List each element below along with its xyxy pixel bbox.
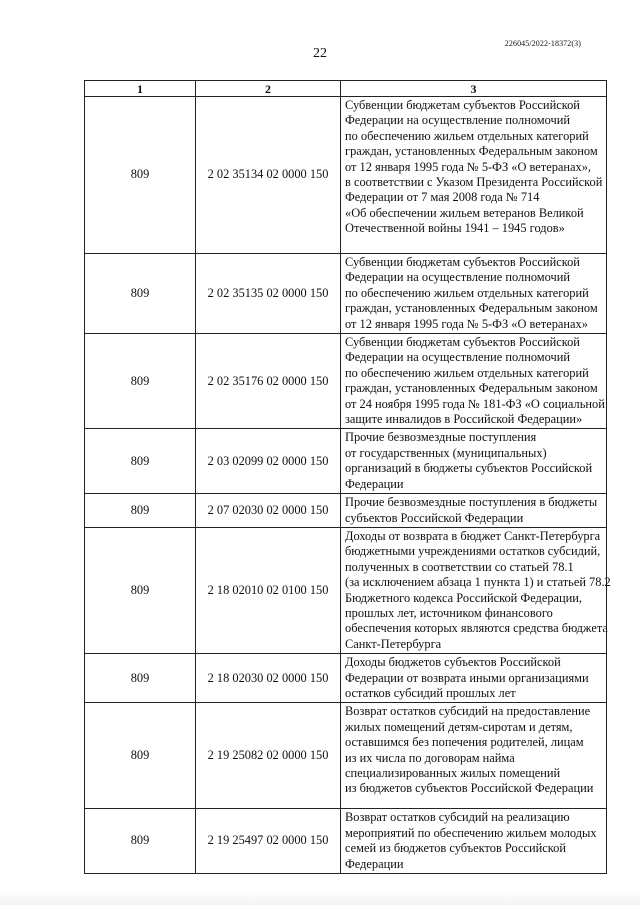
revenue-code-cell: 2 02 35134 02 0000 150	[196, 97, 341, 254]
column-header-2: 2	[196, 81, 341, 97]
table-row	[85, 97, 607, 254]
description-line: Федерации на осуществление полномочий	[345, 350, 571, 365]
table-row	[85, 527, 607, 653]
description-line: обеспечения которых являются средства бюджета	[345, 621, 608, 636]
description-line: Возврат остатков субсидий на предоставление	[345, 704, 591, 719]
document-registration-number: 226045/2022-18372(3)	[504, 39, 581, 48]
admin-code-cell: 809	[85, 494, 196, 528]
page-number: 22	[313, 46, 327, 61]
description-line: Прочие безвозмездные поступления в бюджеты	[345, 495, 598, 510]
description-line: Доходы от возврата в бюджет Санкт-Петербурга	[345, 528, 601, 543]
table-row	[85, 494, 607, 528]
description-line: от государственных (муниципальных)	[345, 445, 547, 460]
admin-code-cell: 809	[85, 809, 196, 874]
description-line: в соответствии с Указом Президента Российской	[345, 175, 603, 190]
revenue-description-cell	[341, 527, 611, 653]
admin-code-cell: 809	[85, 429, 196, 494]
column-header-3: 3	[341, 81, 607, 97]
table-row	[85, 429, 607, 494]
description-line: бюджетными учреждениями остатков субсидий,	[345, 544, 601, 559]
description-line: оставшимся без попечения родителей, лицам	[345, 735, 584, 750]
table-header-row	[85, 81, 607, 97]
description-line: Федерации от 7 мая 2008 года № 714	[345, 190, 540, 205]
description-line: из бюджетов субъектов Российской Федерации	[345, 781, 594, 796]
description-line: прошлых лет, источником финансового	[345, 605, 553, 620]
description-line: Отечественной войны 1941 – 1945 годов»	[345, 221, 565, 236]
description-line: Субвенции бюджетам субъектов Российской	[345, 255, 580, 269]
scan-bottom-edge	[0, 891, 640, 905]
description-line: Федерации на осуществление полномочий	[345, 113, 571, 128]
revenue-description-cell	[341, 494, 607, 528]
description-line: мероприятий по обеспечению жильем молодых	[345, 825, 597, 840]
revenue-description-cell	[341, 809, 607, 874]
revenue-description-cell	[341, 254, 607, 334]
description-line: по обеспечению жильем отдельных категорий	[345, 128, 589, 143]
description-line: от 12 января 1995 года № 5-ФЗ «О ветеранах»	[345, 316, 588, 331]
admin-code-cell: 809	[85, 334, 196, 429]
revenue-code-cell: 2 19 25082 02 0000 150	[196, 703, 341, 809]
revenue-code-cell: 2 18 02030 02 0000 150	[196, 654, 341, 703]
table-row	[85, 809, 607, 874]
description-line: Бюджетного кодекса Российской Федерации,	[345, 590, 583, 605]
revenue-description-cell	[341, 334, 607, 429]
description-line: Федерации от возврата иными организациями	[345, 670, 589, 685]
revenue-description-cell	[341, 97, 607, 254]
description-line: Субвенции бюджетам субъектов Российской	[345, 335, 580, 350]
description-line: Доходы бюджетов субъектов Российской	[345, 655, 561, 670]
description-line: защите инвалидов в Российской Федерации»	[345, 412, 583, 427]
revenue-code-cell: 2 03 02099 02 0000 150	[196, 429, 341, 494]
revenue-description-cell	[341, 654, 607, 703]
description-line: организаций в бюджеты субъектов Российской	[345, 461, 593, 476]
description-line: Субвенции бюджетам субъектов Российской	[345, 98, 580, 112]
description-line: полученных в соответствии со статьей 78.1	[345, 559, 574, 574]
table-row	[85, 654, 607, 703]
description-line: граждан, установленных Федеральным законом	[345, 381, 598, 396]
table-row	[85, 254, 607, 334]
description-line: граждан, установленных Федеральным законом	[345, 144, 598, 159]
description-line: Федерации на осуществление полномочий	[345, 270, 571, 285]
description-line: «Об обеспечении жильем ветеранов Великой	[345, 205, 584, 220]
revenue-code-cell: 2 02 35176 02 0000 150	[196, 334, 341, 429]
description-line: субъектов Российской Федерации	[345, 510, 524, 525]
revenue-code-cell: 2 07 02030 02 0000 150	[196, 494, 341, 528]
description-line: специализированных жилых помещений	[345, 766, 561, 780]
description-line: по обеспечению жильем отдельных категорий	[345, 285, 589, 300]
description-line: Федерации	[345, 856, 404, 871]
table-body	[85, 97, 611, 874]
description-line: от 24 ноября 1995 года № 181-ФЗ «О социальной	[345, 396, 605, 411]
description-line: остатков субсидий прошлых лет	[345, 685, 516, 700]
description-line: Санкт-Петербурга	[345, 636, 442, 651]
description-line: Возврат остатков субсидий на реализацию	[345, 810, 570, 825]
description-line: из их числа по договорам найма	[345, 750, 515, 765]
admin-code-cell: 809	[85, 254, 196, 334]
revenue-code-cell: 2 18 02010 02 0100 150	[196, 527, 341, 653]
description-line: от 12 января 1995 года № 5-ФЗ «О ветеранах»,	[345, 159, 592, 174]
column-header-1: 1	[85, 81, 196, 97]
description-line: Прочие безвозмездные поступления	[345, 430, 537, 445]
description-line: семей из бюджетов субъектов Российской	[345, 841, 566, 856]
description-line: Федерации	[345, 476, 404, 491]
description-line: (за исключением абзаца 1 пункта 1) и статьей 78.2	[345, 575, 611, 590]
description-line: граждан, установленных Федеральным законом	[345, 301, 598, 316]
revenue-description-cell	[341, 703, 607, 809]
admin-code-cell: 809	[85, 654, 196, 703]
budget-revenue-table	[84, 80, 611, 874]
description-line: жилых помещений детям-сиротам и детям,	[345, 719, 573, 734]
description-line: по обеспечению жильем отдельных категорий	[345, 365, 589, 380]
revenue-description-cell	[341, 429, 607, 494]
table-row	[85, 703, 607, 809]
admin-code-cell: 809	[85, 703, 196, 809]
revenue-code-cell: 2 02 35135 02 0000 150	[196, 254, 341, 334]
revenue-code-cell: 2 19 25497 02 0000 150	[196, 809, 341, 874]
admin-code-cell: 809	[85, 527, 196, 653]
table-row	[85, 334, 607, 429]
admin-code-cell: 809	[85, 97, 196, 254]
